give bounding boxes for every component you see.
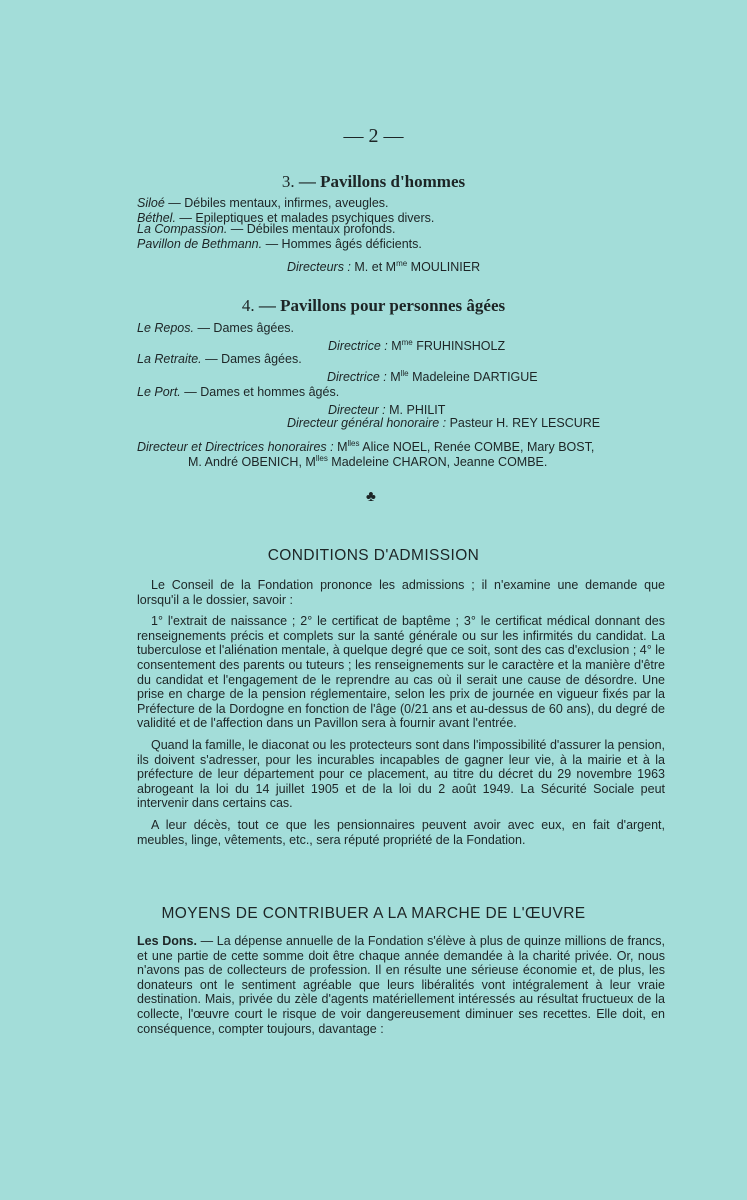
contribute-body bbox=[137, 934, 665, 1036]
pavilion-item: Le Repos. — Dames âgées. bbox=[137, 321, 295, 335]
admission-paragraph: A leur décès, tout ce que les pensionnaires peuvent avoir avec eux, en fait d'argent, meubles, linge, vêtements, etc., sera réputé propriété de la Fondation. bbox=[137, 817, 665, 847]
dons-label: Les Dons. bbox=[137, 934, 197, 948]
honorary-directors-line-2: M. André OBENICH, $M^{lles}$ Madeleine CHARON, Jeanne COMBE. bbox=[188, 454, 548, 470]
pavilion-item: Siloé — Débiles mentaux, infirmes, aveugles. bbox=[137, 196, 389, 210]
contribute-title: MOYENS DE CONTRIBUER A LA MARCHE DE L'ŒUVRE bbox=[161, 905, 586, 922]
section-3-title: — Pavillons d'hommes bbox=[298, 172, 466, 191]
admission-paragraph: 1° l'extrait de naissance ; 2° le certificat de baptême ; 3° le certificat médical donnant des renseignements précis et complets sur la santé générale ou sur les infirmités du candidat. La tuberculose et l'aliénation mentale, à quelque degré que ce soit, sont des cas d'exclusion ; 4° le consentement des parents ou tuteurs ; les renseignements sur le caractère et la manière d'être du candidat et l'engagement de le reprendre au cas où il serait une cause de désordre. Une prise en charge de la pension réglementaire, selon les prix de journée en vigueur fixés par la Préfecture de la Dordogne en fonction de l'âge (0/21 ans et au-dessus de 60 ans), du degré de validité et de l'affection dans un Pavillon sera à fournir avant l'entrée. bbox=[137, 614, 665, 731]
section-3-directors: Directeurs : M. et $M^{me}$ MOULINIER bbox=[287, 259, 481, 275]
section-4-title: — Pavillons pour personnes âgées bbox=[258, 296, 506, 315]
ornament-icon: ♣ bbox=[366, 488, 376, 505]
dons-text: — La dépense annuelle de la Fondation s'élève à plus de quinze millions de francs, et une partie de cette somme doit être chaque année demandée à la charité privée. Or, nous n'avons pas de collecteurs de profession. Il en résulte une sérieuse économie et, de plus, les donateurs ont le sentiment agréable que leurs libéralités vont intégralement à leur vraie destination. Mais, privée du zèle d'agents matériellement intéressés au résultat fructueux de la collecte, l'œuvre court le risque de voir dangereusement diminuer ses recettes. Elle doit, en conséquence, compter toujours, davantage : bbox=[137, 934, 665, 1036]
pavilion-item: Béthel. — Epileptiques et malades psychiques divers. bbox=[137, 211, 435, 225]
honorary-directors-line-1: Directeur et Directrices honoraires : $M^{lles}$ Alice NOEL, Renée COMBE, Mary BOST, bbox=[137, 439, 595, 455]
pavilion-director: Directeur : M. PHILIT bbox=[328, 403, 446, 418]
pavilion-director: Directrice : $M^{me}$ FRUHINSHOLZ bbox=[328, 338, 506, 354]
page-number: — 2 — bbox=[343, 125, 404, 147]
pavilion-director: Directrice : $M^{lle}$ Madeleine DARTIGUE bbox=[327, 369, 538, 385]
pavilion-item: Pavillon de Bethmann. — Hommes âgés déficients. bbox=[137, 237, 422, 251]
pavilion-item: Le Port. — Dames et hommes âgés. bbox=[137, 385, 340, 399]
pavilion-item: La Compassion. — Débiles mentaux profonds. bbox=[137, 222, 396, 236]
contribute-paragraph bbox=[137, 934, 665, 1036]
section-3-number: 3. bbox=[281, 172, 295, 191]
admission-body bbox=[137, 578, 665, 847]
admission-title: CONDITIONS D'ADMISSION bbox=[267, 547, 480, 564]
general-director-honorary: Directeur général honoraire : Pasteur H. REY LESCURE bbox=[287, 416, 601, 430]
section-4-number: 4. bbox=[241, 296, 255, 315]
section-4-heading bbox=[0, 296, 747, 316]
pavilion-item: La Retraite. — Dames âgées. bbox=[137, 352, 302, 366]
admission-paragraph: Quand la famille, le diaconat ou les protecteurs sont dans l'impossibilité d'assurer la pension, ils doivent s'adresser, pour les incurables incapables de gagner leur vie, à la mairie et à la préfecture de leur département pour ce placement, au titre du décret du 29 novembre 1963 abrogeant la loi du 14 juillet 1905 et de la loi du 2 août 1949. La Sécurité Sociale peut intervenir dans certains cas. bbox=[137, 737, 665, 811]
admission-paragraph: Le Conseil de la Fondation prononce les admissions ; il n'examine une demande que lorsqu'il a le dossier, savoir : bbox=[137, 578, 665, 607]
section-3-heading bbox=[0, 172, 747, 192]
